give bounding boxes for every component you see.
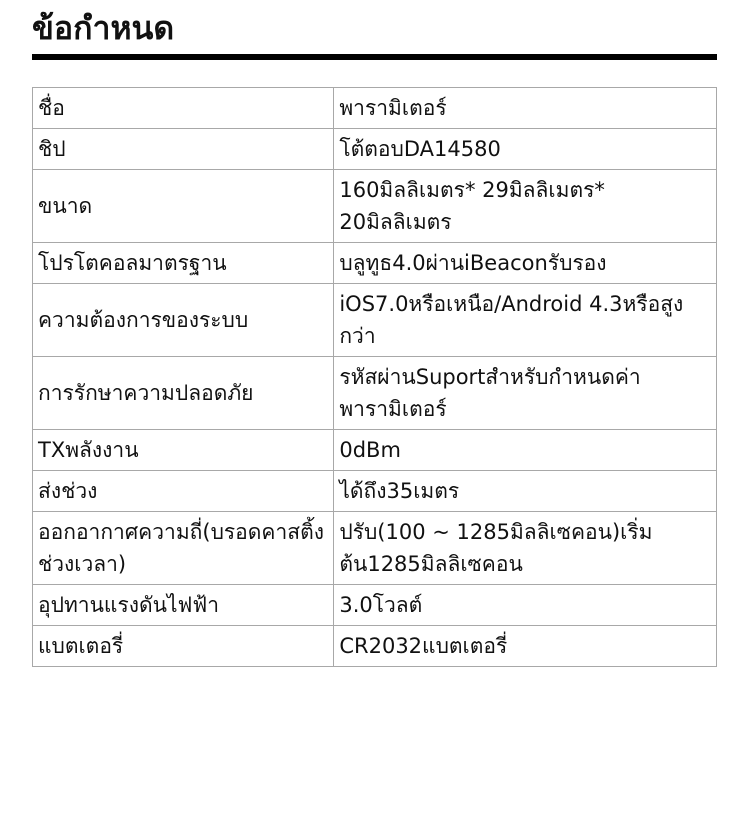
spec-table xyxy=(32,87,717,667)
table-row xyxy=(33,170,717,243)
table-row xyxy=(33,129,717,170)
spec-label: ชิป xyxy=(33,129,334,170)
table-row xyxy=(33,357,717,430)
spec-label: การรักษาความปลอดภัย xyxy=(33,357,334,430)
spec-value: บลูทูธ4.0ผ่านiBeaconรับรอง xyxy=(334,243,717,284)
page-title: ข้อกำหนด xyxy=(32,9,175,47)
spec-label: ออกอากาศความถี่(บรอดคาสติ้งช่วงเวลา) xyxy=(33,512,334,585)
spec-label: ความต้องการของระบบ xyxy=(33,284,334,357)
spec-label: TXพลังงาน xyxy=(33,430,334,471)
table-row xyxy=(33,243,717,284)
spec-label: อุปทานแรงดันไฟฟ้า xyxy=(33,585,334,626)
spec-value: iOS7.0หรือเหนือ/Android 4.3หรือสูงกว่า xyxy=(334,284,717,357)
spec-label: แบตเตอรี่ xyxy=(33,626,334,667)
spec-value: รหัสผ่านSuportสำหรับกำหนดค่าพารามิเตอร์ xyxy=(334,357,717,430)
table-row xyxy=(33,88,717,129)
table-row xyxy=(33,585,717,626)
table-row xyxy=(33,512,717,585)
spec-value: 3.0โวลต์ xyxy=(334,585,717,626)
spec-value: ได้ถึง35เมตร xyxy=(334,471,717,512)
spec-value: CR2032แบตเตอรี่ xyxy=(334,626,717,667)
spec-value: โต้ตอบDA14580 xyxy=(334,129,717,170)
spec-value: พารามิเตอร์ xyxy=(334,88,717,129)
table-row xyxy=(33,471,717,512)
spec-label: โปรโตคอลมาตรฐาน xyxy=(33,243,334,284)
spec-value: 0dBm xyxy=(334,430,717,471)
table-row xyxy=(33,284,717,357)
table-row xyxy=(33,430,717,471)
title-divider xyxy=(32,54,717,60)
spec-value: ปรับ(100 ~ 1285มิลลิเซคอน)เริ่มต้น1285มิลลิเซคอน xyxy=(334,512,717,585)
spec-value: 160มิลลิเมตร* 29มิลลิเมตร* 20มิลลิเมตร xyxy=(334,170,717,243)
spec-label: ขนาด xyxy=(33,170,334,243)
table-row xyxy=(33,626,717,667)
spec-label: ชื่อ xyxy=(33,88,334,129)
spec-label: ส่งช่วง xyxy=(33,471,334,512)
